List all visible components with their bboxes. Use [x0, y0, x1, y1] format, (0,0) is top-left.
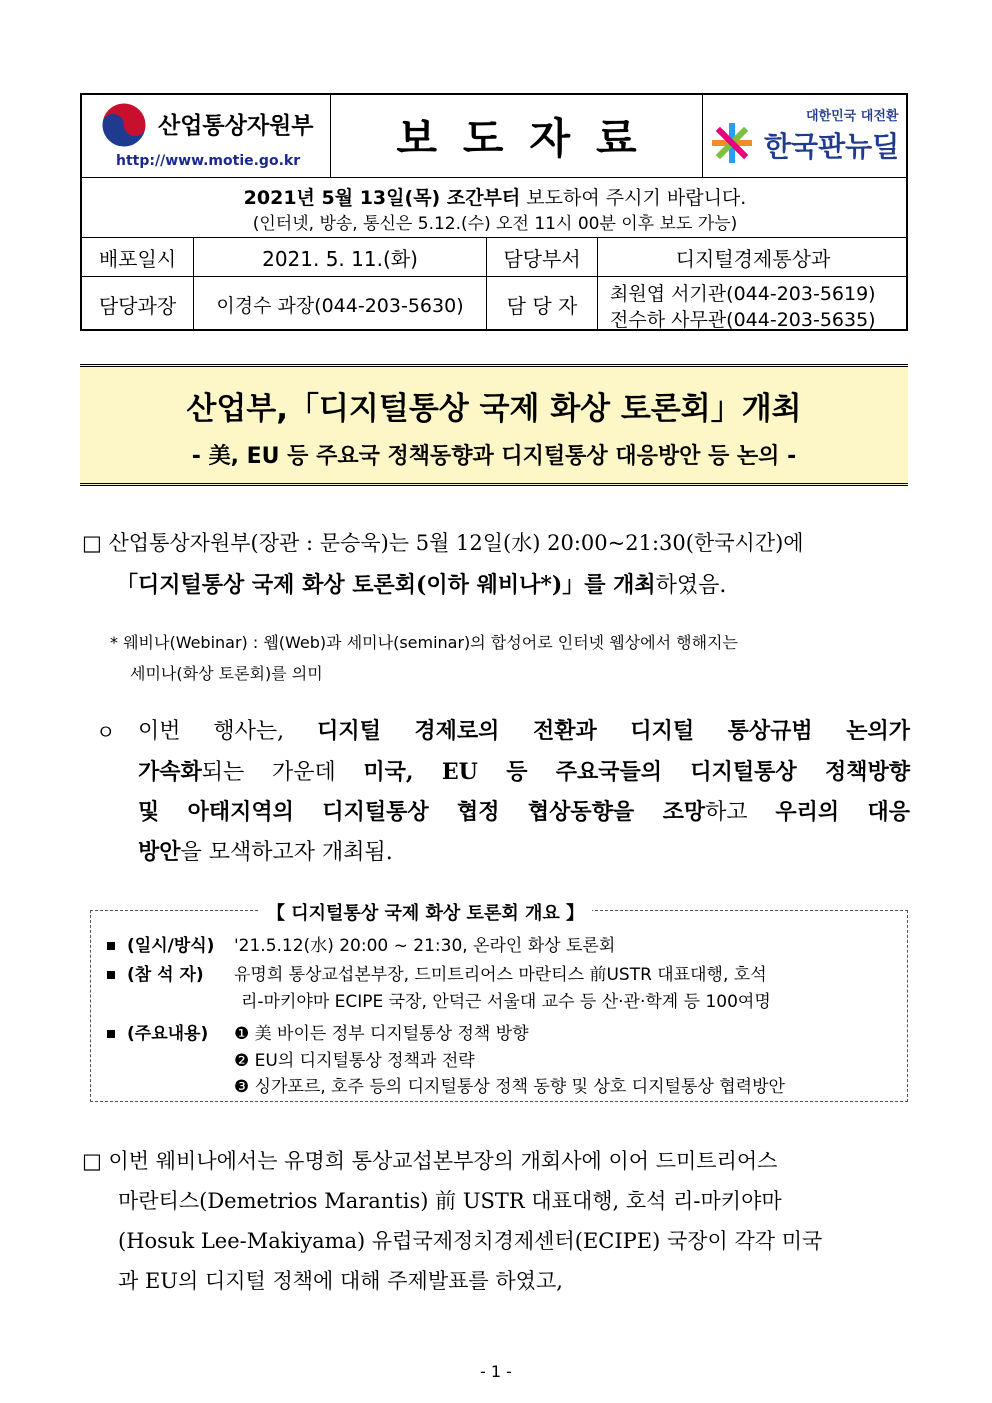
footnote-line1: * 웨비나(Webinar) : 웹(Web)과 세미나(seminar)의 합성어로 인터넷 웹상에서 행해지는 — [110, 633, 738, 652]
dist-date-label: 배포일시 — [98, 246, 177, 271]
para1-line2 — [116, 568, 726, 599]
para2-l4-b: 을 모색하고자 개최됨. — [180, 840, 393, 865]
para1-line1: □ 산업통상자원부(장관 : 문승욱)는 5월 12일(水) 20:00~21:30(한국시간)에 — [82, 531, 804, 555]
para2-l2-a: 가속화 — [138, 759, 202, 785]
summary-time-value: '21.5.12(水) 20:00 ~ 21:30, 온라인 화상 토론회 — [234, 936, 616, 956]
summary-content-3: ❸ 싱가포르, 호주 등의 디지털통상 정책 동향 및 상호 디지털통상 협력방안 — [234, 1077, 785, 1097]
embargo-line-2: (인터넷, 방송, 통신은 5.12.(수) 오전 11시 00분 이후 보도 가능) — [252, 214, 738, 234]
para2-l2-b: 되는 가운데 — [201, 760, 364, 785]
para3-line4: 과 EU의 디지털 정책에 대해 주제발표를 하였고, — [118, 1269, 563, 1293]
para2-line3 — [138, 795, 910, 826]
page-number: - 1 - — [480, 1362, 512, 1381]
embargo-text: 보도하여 주시기 바랍니다. — [520, 187, 747, 209]
para1-line2-bold: 「디지털통상 국제 화상 토론회(이하 웨비나*)」를 개최 — [116, 572, 656, 598]
head-label: 담당과장 — [98, 293, 177, 318]
summary-title: 【 디지털통상 국제 화상 토론회 개요 】 — [259, 899, 592, 925]
footnote-line2: 세미나(화상 토론회)를 의미 — [130, 664, 323, 683]
para3-line2: 마란티스(Demetrios Marantis) 前 USTR 대표대행, 호석 리-마키야마 — [118, 1189, 782, 1213]
summary-time-row — [107, 931, 214, 956]
doc-title: 보도자료 — [396, 114, 663, 163]
summary-attend-value1: 유명희 통상교섭본부장, 드미트리어스 마란티스 前USTR 대표대행, 호석 — [234, 965, 767, 985]
newdeal-star-icon — [710, 121, 754, 165]
newdeal-name: 한국판뉴딜 — [764, 130, 900, 163]
para2-line4 — [138, 835, 393, 866]
summary-attend-label: (참 석 자) — [127, 965, 204, 985]
para3-line1: □ 이번 웨비나에서는 유명희 통상교섭본부장의 개회사에 이어 드미트리어스 — [82, 1149, 778, 1173]
embargo-date: 2021년 5월 13일(목) 조간부터 — [243, 187, 521, 209]
headline-title: 산업부,「디지털통상 국제 화상 토론회」개최 — [186, 391, 802, 427]
ministry-name: 산업통상자원부 — [158, 113, 314, 139]
newdeal-tagline: 대한민국 대전환 — [806, 109, 899, 124]
summary-content-2: ❷ EU의 디지털통상 정책과 전략 — [234, 1051, 475, 1071]
para2-line1 — [138, 714, 910, 745]
para2-l3-a: 및 아태지역의 디지털통상 협정 협상동향을 조망 — [138, 799, 706, 825]
dist-date: 2021. 5. 11.(화) — [262, 246, 418, 271]
summary-content-row — [107, 1019, 208, 1044]
webinar-summary-box — [90, 903, 908, 1102]
square-bullet-icon — [107, 1030, 115, 1038]
head-contact: 이경수 과장(044-203-5630) — [216, 294, 464, 317]
headline-subtitle: - 美, EU 등 주요국 정책동향과 디지털통상 대응방안 등 논의 - — [191, 444, 797, 469]
summary-time-label: (일시/방식) — [127, 936, 215, 956]
headline-box — [80, 364, 908, 486]
ministry-url[interactable]: http://www.motie.go.kr — [116, 153, 301, 169]
dept: 디지털경제통상과 — [675, 246, 831, 271]
embargo-line-1 — [82, 183, 908, 210]
press-release-header — [80, 93, 908, 331]
para2-l3-c: 우리의 대응 — [775, 799, 910, 825]
summary-content-label: (주요내용) — [127, 1024, 209, 1044]
para2-l1-b: 디지털 경제로의 전환과 디지털 통상규범 논의가 — [317, 718, 910, 744]
para2-line2 — [138, 755, 910, 786]
para3-line3: (Hosuk Lee-Makiyama) 유럽국제정치경제센터(ECIPE) 국장이 각각 미국 — [118, 1229, 823, 1253]
staff-contact-2: 전수하 사무관(044-203-5635) — [610, 309, 876, 331]
newdeal-logo — [708, 103, 904, 173]
dept-label: 담당부서 — [503, 246, 581, 271]
summary-attend-row — [107, 960, 204, 985]
ministry-logo — [100, 101, 148, 149]
taegeuk-icon — [100, 101, 148, 149]
para2-l2-c: 미국, EU 등 주요국들의 디지털통상 정책방향 — [363, 759, 911, 785]
para2-l1-a: 이번 행사는, — [138, 719, 318, 744]
square-bullet-icon — [107, 942, 115, 950]
para2-l4-a: 방안 — [138, 839, 181, 865]
para2-bullet: ㅇ — [96, 720, 116, 744]
square-bullet-icon — [107, 971, 115, 979]
staff-contact-1: 최원엽 서기관(044-203-5619) — [610, 283, 876, 305]
staff-label: 담 당 자 — [506, 293, 578, 318]
para1-line2-rest: 하였음. — [655, 573, 727, 598]
summary-attend-value2: 리-마키야마 ECIPE 국장, 안덕근 서울대 교수 등 산·관·학계 등 100여명 — [241, 992, 771, 1012]
summary-content-1: ❶ 美 바이든 정부 디지털통상 정책 방향 — [234, 1024, 529, 1044]
para2-l3-b: 하고 — [705, 800, 776, 825]
